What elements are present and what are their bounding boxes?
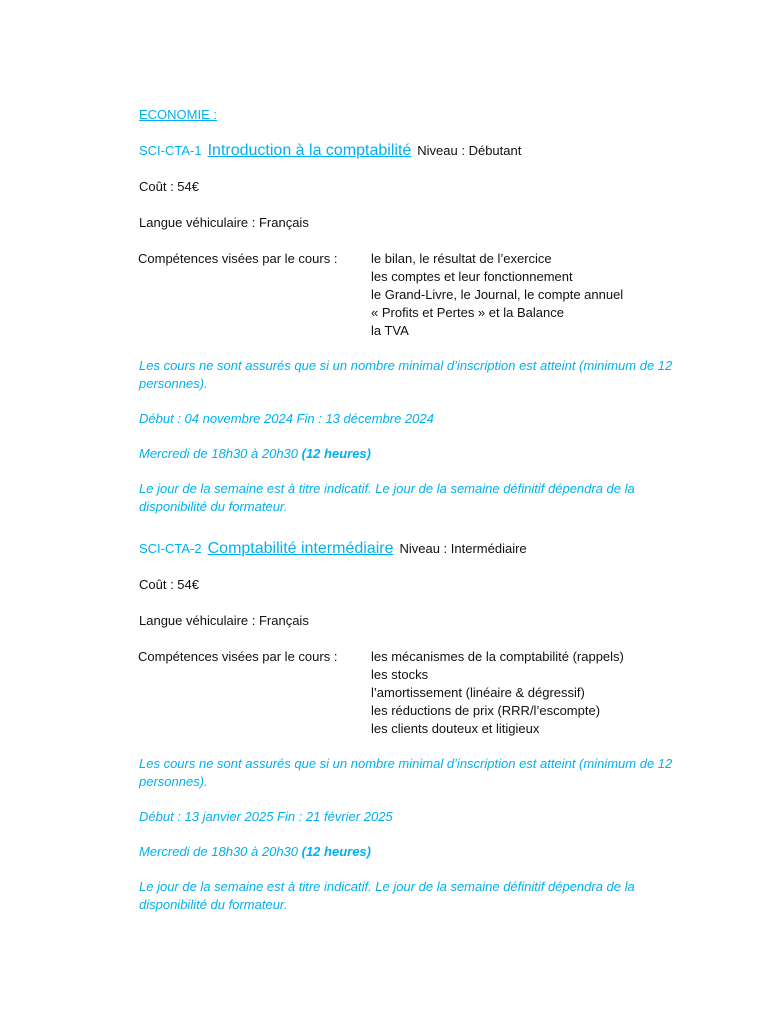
course-code: SCI-CTA-1 [139, 143, 202, 158]
skill-item: les réductions de prix (RRR/l’escompte) [371, 703, 601, 718]
course-level: Niveau : Intermédiaire [399, 541, 527, 556]
course-title-link[interactable]: Introduction à la comptabilité [207, 142, 412, 159]
course-language: Langue véhiculaire : Français [139, 613, 309, 628]
schedule-hours: (12 heures) [301, 446, 371, 461]
schedule-hours: (12 heures) [301, 844, 371, 859]
course-title-link[interactable]: Comptabilité intermédiaire [207, 540, 394, 557]
course-cost: Coût : 54€ [139, 577, 199, 592]
schedule-text: Mercredi de 18h30 à 20h30 [139, 446, 302, 461]
course-schedule [139, 445, 699, 463]
course-level: Niveau : Débutant [417, 143, 522, 158]
skill-item: les stocks [371, 667, 429, 682]
skill-item: les clients douteux et litigieux [371, 721, 540, 736]
minimum-enrollment-note: Les cours ne sont assurés que si un nombre minimal d’inscription est atteint (minimum de 12 personnes). [139, 358, 673, 391]
day-indicative-note: Le jour de la semaine est à titre indicatif. Le jour de la semaine définitif dépendra de la disponibilité du formateur. [139, 481, 635, 514]
schedule-text: Mercredi de 18h30 à 20h30 [139, 844, 302, 859]
course-title-row [139, 540, 699, 558]
document-page [139, 106, 699, 914]
skill-item: le bilan, le résultat de l’exercice [371, 251, 552, 266]
course-block [139, 142, 699, 516]
skill-item: la TVA [371, 323, 409, 338]
skill-item: l’amortissement (linéaire & dégressif) [371, 685, 585, 700]
skills-list [371, 648, 624, 738]
course-schedule [139, 843, 699, 861]
skill-item: le Grand-Livre, le Journal, le compte annuel [371, 287, 624, 302]
course-code: SCI-CTA-2 [139, 541, 202, 556]
section-heading: ECONOMIE : [139, 107, 218, 122]
skills-label: Compétences visées par le cours : [138, 251, 338, 266]
course-block [139, 540, 699, 914]
skill-item: les mécanismes de la comptabilité (rappels) [371, 649, 624, 664]
course-dates: Début : 13 janvier 2025 Fin : 21 février 2025 [139, 809, 393, 824]
skills-section [139, 250, 699, 340]
minimum-enrollment-note: Les cours ne sont assurés que si un nombre minimal d’inscription est atteint (minimum de 12 personnes). [139, 756, 673, 789]
skills-section [139, 648, 699, 738]
course-language: Langue véhiculaire : Français [139, 215, 309, 230]
skill-item: « Profits et Pertes » et la Balance [371, 305, 564, 320]
skill-item: les comptes et leur fonctionnement [371, 269, 573, 284]
course-cost: Coût : 54€ [139, 179, 199, 194]
course-dates: Début : 04 novembre 2024 Fin : 13 décembre 2024 [139, 411, 434, 426]
day-indicative-note: Le jour de la semaine est à titre indicatif. Le jour de la semaine définitif dépendra de la disponibilité du formateur. [139, 879, 635, 912]
course-title-row [139, 142, 699, 160]
skills-label: Compétences visées par le cours : [138, 649, 338, 664]
skills-list [371, 250, 623, 340]
